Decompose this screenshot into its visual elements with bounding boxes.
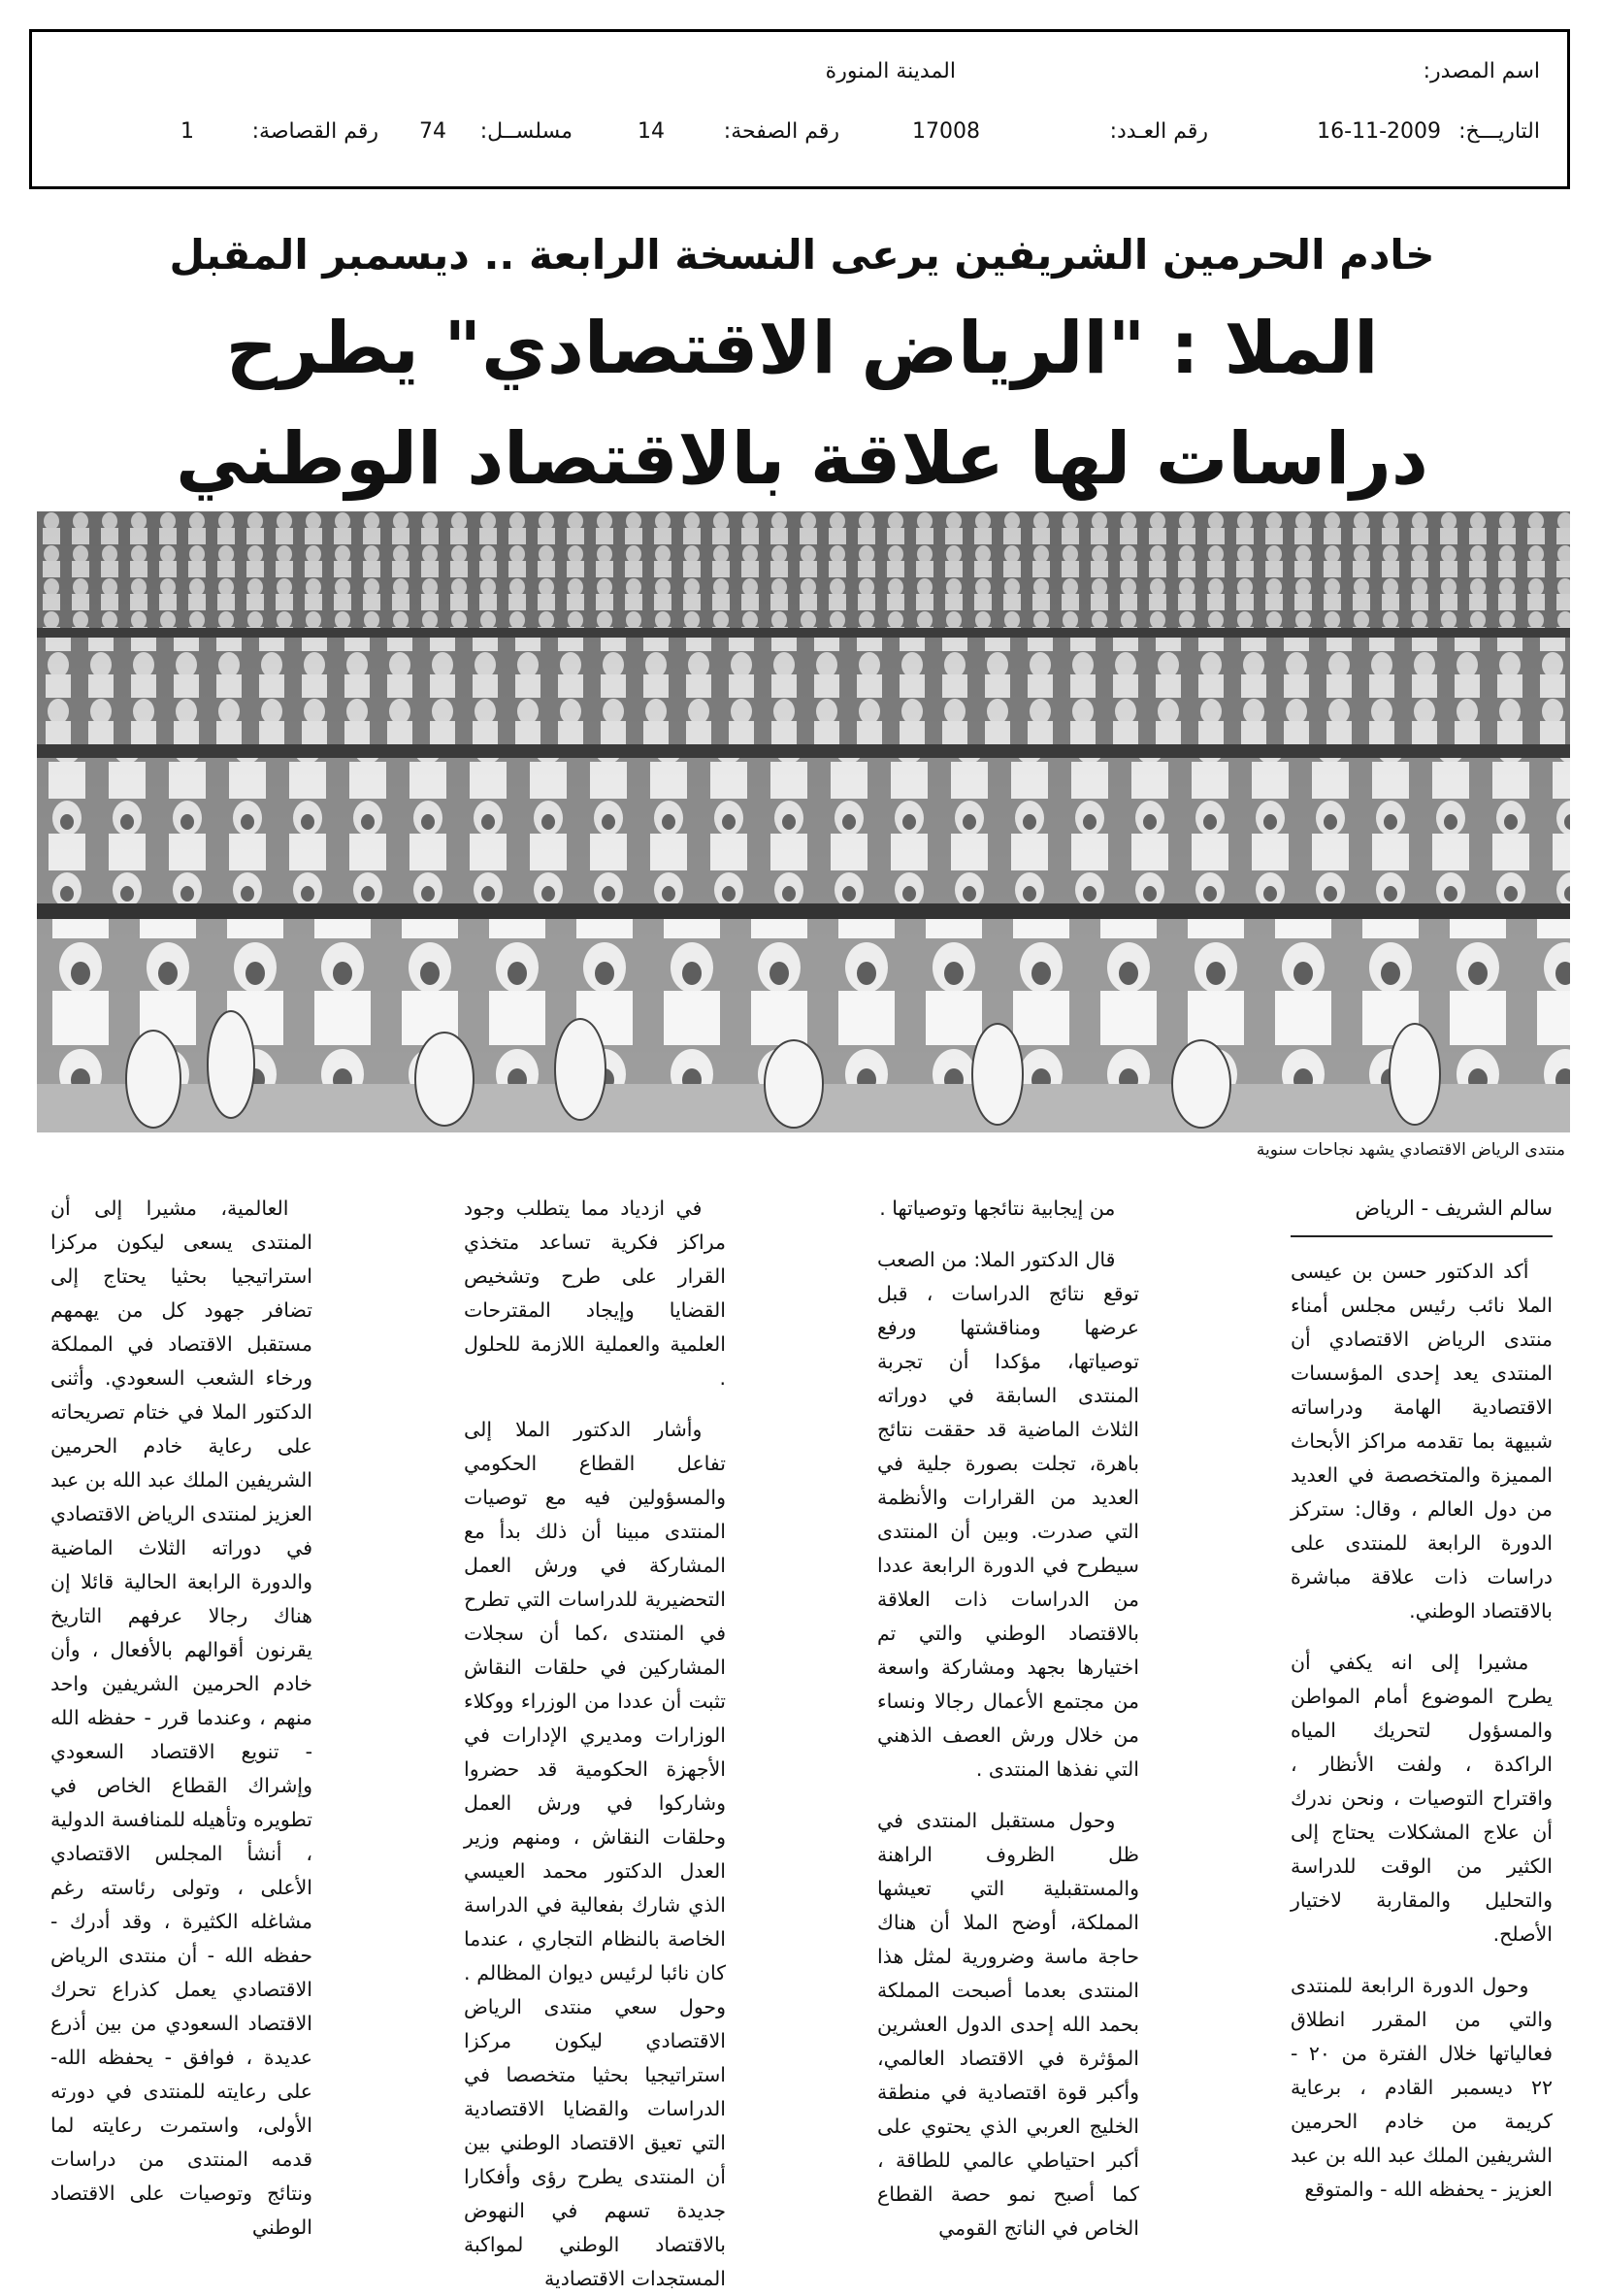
- paragraph: مشيرا إلى انه يكفي أن يطرح الموضوع أمام المواطن والمسؤول لتحريك المياه الراكدة ، ولفت الأنظار ، واقتراح التوصيات ، ونحن ندرك أن علاج المشكلات يحتاج إلى الكثير من الوقت للدراسة والتحليل والمقاربة لاختيار الأصلح.: [1291, 1651, 1553, 1946]
- issue-value: 17008: [912, 119, 980, 144]
- clipping-metadata-box: [29, 29, 1570, 189]
- issue-label: رقم العـدد:: [1109, 119, 1208, 144]
- paragraph: وأشار الدكتور الملا إلى تفاعل القطاع الحكومي والمسؤولين فيه مع توصيات المنتدى مبينا أن ذلك بدأ مع المشاركة في ورش العمل التحضيرية للدراسات التي تطرح في المنتدى ،كما أن سجلات المشاركين في حلقات النقاش تثبت أن عددا من الوزراء ووكلاء الوزارات ومديري الإدارات في الأجهزة الحكومية قد حضروا وشاركوا في ورش العمل وحلقات النقاش ، ومنهم وزير العدل الدكتور محمد العيسي الذي شارك بفعالية في الدراسة الخاصة بالنظام التجاري ، عندما كان نائبا لرئيس ديوان المظالم . وحول سعي منتدى الرياض الاقتصادي ليكون مركزا استراتيجيا بحثيا متخصصا في الدراسات والقضايا الاقتصادية التي تعيق الاقتصاد الوطني بين أن المنتدى يطرح رؤى وأفكارا جديدة تسهم في النهوض بالاقتصاد الوطني لمواكبة المستجدات الاقتصادية: [464, 1418, 726, 2290]
- headline-main-line1: الملا : "الرياض الاقتصادي" يطرح: [225, 307, 1379, 390]
- source-label: اسم المصدر:: [1423, 59, 1540, 83]
- serial-value: 74: [419, 119, 446, 144]
- date-label: التاريـــخ:: [1458, 119, 1540, 144]
- clip-value: 1: [180, 119, 194, 144]
- article-column-2: [877, 1192, 1139, 2240]
- article-column-1: [1291, 1192, 1553, 2201]
- serial-label: مسلســل:: [479, 119, 573, 144]
- paragraph: أكد الدكتور حسن بن عيسى الملا نائب رئيس مجلس أمناء منتدى الرياض الاقتصادي أن المنتدى يعد إحدى المؤسسات الاقتصادية الهامة ودراساته شبيهة بما تقدمه مراكز الأبحاث المميزة والمتخصصة في العديد من دول العالم ، وقال: ستركز الدورة الرابعة للمنتدى على دراسات ذات علاقة مباشرة بالاقتصاد الوطني.: [1291, 1260, 1553, 1623]
- page-value: 14: [638, 119, 665, 144]
- paragraph: قال الدكتور الملا: من الصعب توقع نتائج الدراسات ، قبل عرضها ومناقشتها ورفع توصياتها، مؤكدا أن تجربة المنتدى السابقة في دوراته الثلاث الماضية قد حققت نتائج باهرة، تجلت بصورة جلية في العديد من القرارات والأنظمة التي صدرت. وبين أن المنتدى سيطرح في الدورة الرابعة عددا من الدراسات ذات العلاقة بالاقتصاد الوطني والتي تم اختيارها بجهد ومشاركة واسعة من مجتمع الأعمال رجالا ونساء من خلال ورش العصف الذهني التي نفذها المنتدى .: [877, 1248, 1139, 1781]
- article-column-4: [50, 1192, 312, 2239]
- byline: سالم الشريف - الرياض: [1291, 1192, 1553, 1237]
- date-value: 16-11-2009: [1317, 119, 1441, 144]
- page-label: رقم الصفحة:: [723, 119, 839, 144]
- headline-main-line2: دراسات لها علاقة بالاقتصاد الوطني: [176, 417, 1428, 501]
- photo-caption: منتدى الرياض الاقتصادي يشهد نجاحات سنوية: [1256, 1140, 1565, 1160]
- article-column-3: [464, 1192, 726, 2290]
- paragraph: وحول الدورة الرابعة للمنتدى والتي من المقرر انطلاق فعالياتها خلال الفترة من ٢٠ - ٢٢ ديسمبر القادم ، برعاية كريمة من خادم الحرمين الشريفين الملك عبد الله بن عبد العزيز - يحفظه الله - والمتوقع: [1291, 1974, 1553, 2201]
- paragraph: العالمية، مشيرا إلى أن المنتدى يسعى ليكون مركزا استراتيجيا بحثيا يحتاج إلى تضافر جهود كل من يهمهم مستقبل الاقتصاد في المملكة ورخاء الشعب السعودي. وأثنى الدكتور الملا في ختام تصريحاته على رعاية خادم الحرمين الشريفين الملك عبد الله بن عبد العزيز لمنتدى الرياض الاقتصادي في دوراته الثلاث الماضية والدورة الرابعة الحالية قائلا إن هناك رجالا عرفهم التاريخ يقرنون أقوالهم بالأفعال ، وأن خادم الحرمين الشريفين واحد منهم ، وعندما قرر - حفظه الله - تنويع الاقتصاد السعودي وإشراك القطاع الخاص في تطويره وتأهيله للمنافسة الدولية ، أنشأ المجلس الاقتصادي الأعلى ، وتولى رئاسته رغم مشاغله الكثيرة ، وقد أدرك - حفظه الله - أن منتدى الرياض الاقتصادي يعمل كذراع تحرك الاقتصاد السعودي من بين أذرع عديدة ، فوافق - يحفظه الله- على رعايته للمنتدى في دورته الأولى، واستمرت رعايته لما قدمه المنتدى من دراسات ونتائج وتوصيات على الاقتصاد الوطني: [50, 1197, 312, 2239]
- headline-kicker: خادم الحرمين الشريفين يرعى النسخة الرابعة .. ديسمبر المقبل: [169, 231, 1435, 279]
- forum-audience-photo: [37, 511, 1570, 1132]
- paragraph: من إيجابية نتائجها وتوصياتها .: [879, 1197, 1116, 1220]
- clip-label: رقم القصاصة:: [251, 119, 378, 144]
- paragraph: في ازدياد مما يتطلب وجود مراكز فكرية تساعد متخذي القرار على طرح وتشخيص القضايا وإيجاد المقترحات العلمية والعملية اللازمة للحلول .: [464, 1197, 726, 1390]
- source-value: المدينة المنورة: [825, 59, 956, 83]
- paragraph: وحول مستقبل المنتدى في ظل الظروف الراهنة والمستقبلية التي تعيشها المملكة، أوضح الملا أن هناك حاجة ماسة وضرورية لمثل هذا المنتدى بعدما أصبحت المملكة بحمد الله إحدى الدول العشرين المؤثرة في الاقتصاد العالمي، وأكبر قوة اقتصادية في منطقة الخليج العربي الذي يحتوي على أكبر احتياطي عالمي للطاقة ، كما أصبح نمو حصة القطاع الخاص في الناتج القومي: [877, 1809, 1139, 2240]
